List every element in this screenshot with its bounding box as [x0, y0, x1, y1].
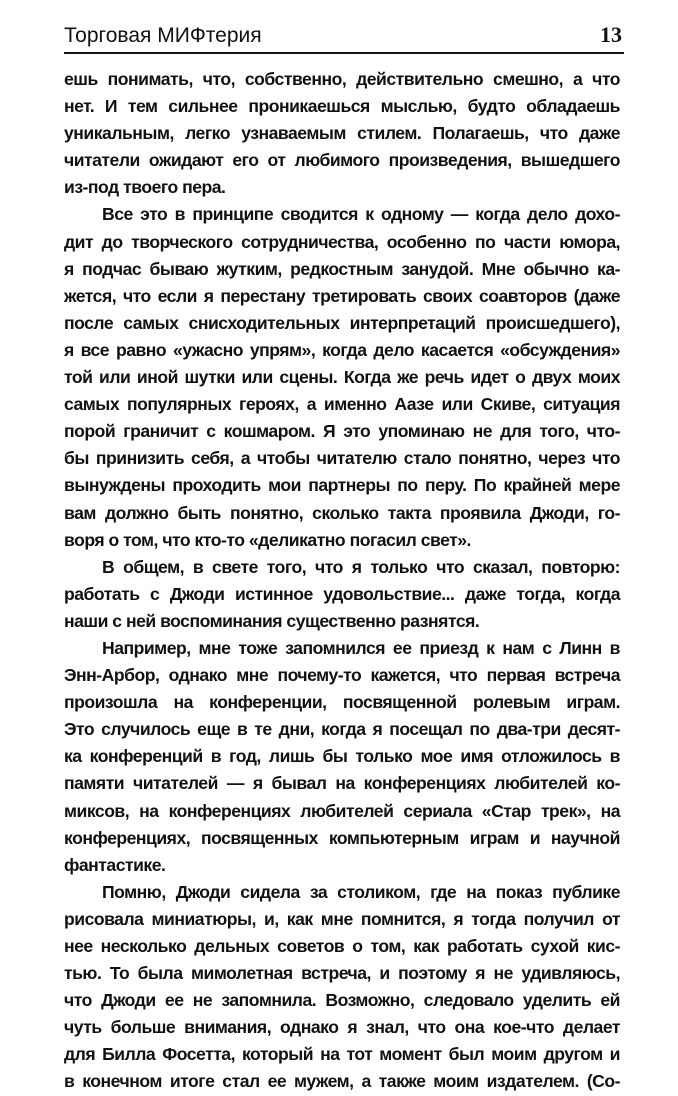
text-line: дит до творческого сотрудничества, особенно по части юмора,: [64, 231, 620, 252]
paragraph: [64, 554, 622, 635]
text-line: жется, что если я перестану третировать своих соавторов (даже: [64, 285, 620, 306]
text-line: работать с Джоди истинное удовольствие... даже тогда, когда: [64, 583, 620, 604]
text-line: нее несколько дельных советов о том, как работать сухой кис-: [64, 936, 620, 956]
text-line: для Билла Фосетта, который на тот момент был моим другом и: [64, 1044, 620, 1065]
text-line: уникальным, легко узнаваемым стилем. Полагаешь, что даже: [64, 123, 620, 144]
text-line: воря о том, что кто-то «деликатно погасил свет».: [64, 529, 471, 550]
text-line: чуть больше внимания, однако я знал, что она кое-что делает: [64, 1017, 620, 1038]
text-line: из-под твоего пера.: [64, 177, 226, 198]
text-line: Например, мне тоже запомнился ее приезд к нам с Линн в: [102, 637, 620, 658]
text-line: конференциях, посвященных компьютерным играм и научной: [64, 827, 620, 848]
running-header: [64, 22, 622, 50]
running-title: Торговая МИФтерия: [64, 24, 262, 47]
text-line: в конечном итоге стал ее мужем, а также моим издателем. (Со-: [64, 1071, 620, 1092]
paragraph: [64, 635, 622, 879]
text-line: памяти читателей — я бывал на конференциях любителей ко-: [64, 773, 620, 794]
text-line: после самых снисходительных интерпретаций происшедшего),: [64, 312, 620, 333]
text-line: произошла на конференции, посвященной ролевым играм.: [64, 692, 620, 713]
text-line: я подчас бываю жутким, редкостным занудой. Мне обычно ка-: [64, 258, 620, 279]
text-line: Помню, Джоди сидела за столиком, где на показ публике: [102, 881, 620, 902]
text-line: той или иной шутки или сцены. Когда же речь идет о двух моих: [64, 367, 620, 388]
text-line: бы принизить себя, а чтобы читателю стало понятно, через что: [64, 448, 620, 469]
text-line: Это случилось еще в те дни, когда я посещал по два-три десят-: [64, 719, 620, 740]
text-line: тью. То была мимолетная встреча, и поэтому я не удивляюсь,: [64, 963, 620, 984]
text-line: Энн-Арбор, однако мне почему-то кажется, что первая встреча: [64, 665, 620, 686]
text-line: ка конференций в год, лишь бы только мое имя отложилось в: [64, 746, 620, 767]
text-line: что Джоди ее не запомнила. Возможно, следовало уделить ей: [64, 990, 620, 1011]
text-line: фантастике.: [64, 854, 166, 875]
text-line: наши с ней воспоминания существенно разнятся.: [64, 610, 480, 631]
book-page: [64, 22, 622, 1096]
text-line: В общем, в свете того, что я только что сказал, повторю:: [102, 556, 620, 577]
text-line: я все равно «ужасно упрям», когда дело касается «обсуждения»: [64, 339, 620, 360]
paragraph: [64, 66, 622, 201]
text-line: самых популярных героях, а именно Аазе или Скиве, ситуация: [64, 394, 620, 415]
text-line: читатели ожидают его от любимого произведения, вышедшего: [64, 150, 620, 171]
paragraph: [64, 201, 622, 553]
page-number: 13: [600, 22, 622, 47]
text-line: Все это в принципе сводится к одному — когда дело дохо-: [102, 204, 620, 225]
paragraph: [64, 879, 622, 1096]
text-line: миксов, на конференциях любителей сериала «Стар трек», на: [64, 800, 620, 821]
text-line: вам должно быть понятно, сколько такта проявила Джоди, го-: [64, 502, 620, 523]
text-line: нет. И тем сильнее проникаешься мыслью, будто обладаешь: [64, 96, 620, 117]
text-line: вынуждены проходить мои партнеры по перу. По крайней мере: [64, 475, 620, 496]
text-line: порой граничит с кошмаром. Я это упоминаю не для того, что-: [64, 421, 620, 442]
text-line: рисовала миниатюры, и, как мне помнится, я тогда получил от: [64, 908, 620, 929]
text-line: ешь понимать, что, собственно, действительно смешно, а что: [64, 69, 620, 89]
header-rule: [64, 52, 624, 54]
body-text: [64, 66, 622, 1096]
